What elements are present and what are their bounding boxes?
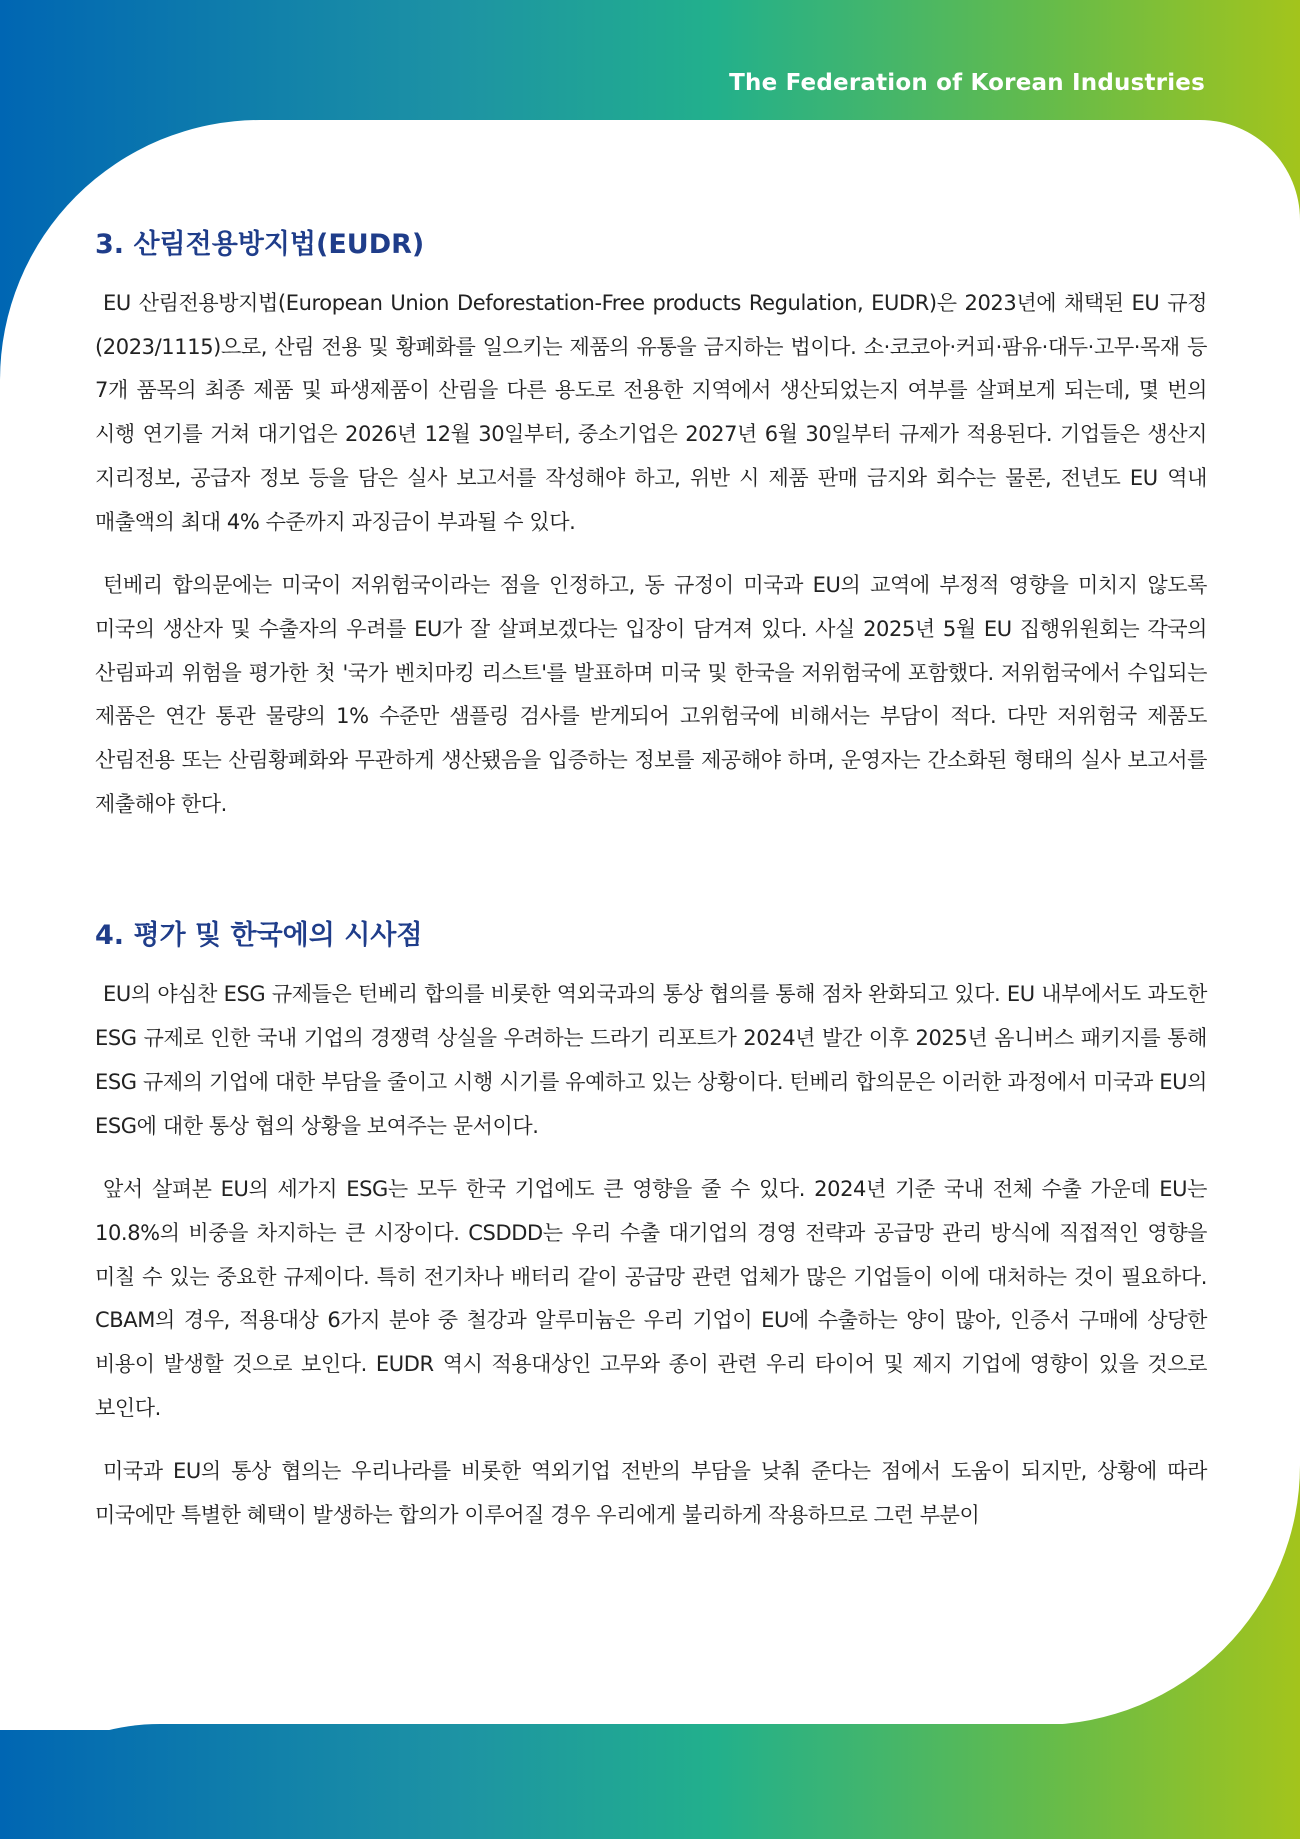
section-eudr-paragraph-1: EU 산림전용방지법(European Union Deforestation-Free products Regulation, EUDR)은 2023년에 채택된 EU 규정(2023/1115)으로, 산림 전용 및 황폐화를 일으키는 제품의 유통을 금지하는 법이다. 소·코코아·커피·팜유·대두·고무·목재 등 7개 품목의 최종 제품 및 파생제품이 산림을 다른 용도로 전용한 지역에서 생산되었는지 여부를 살펴보게 되는데, 몇 번의 시행 연기를 거쳐 대기업은 2026년 12월 30일부터, 중소기업은 2027년 6월 30일부터 규제가 적용된다. 기업들은 생산지 지리정보, 공급자 정보 등을 담은 실사 보고서를 작성해야 하고, 위반 시 제품 판매 금지와 회수는 물론, 전년도 EU 역내 매출액의 최대 4% 수준까지 과징금이 부과될 수 있다. — [95, 291, 1207, 534]
section-implications-paragraph-1: EU의 야심찬 ESG 규제들은 턴베리 합의를 비롯한 역외국과의 통상 협의를 통해 점차 완화되고 있다. EU 내부에서도 과도한 ESG 규제로 인한 국내 기업의 경쟁력 상실을 우려하는 드라기 리포트가 2024년 발간 이후 2025년 옴니버스 패키지를 통해 ESG 규제의 기업에 대한 부담을 줄이고 시행 시기를 유예하고 있는 상황이다. 턴베리 합의문은 이러한 과정에서 미국과 EU의 ESG에 대한 통상 협의 상황을 보여주는 문서이다. — [95, 982, 1207, 1138]
section-heading-implications: 4. 평가 및 한국에의 시사점 — [95, 920, 423, 952]
footer-gradient-band — [0, 1724, 1300, 1839]
section-implications-paragraph-3: 미국과 EU의 통상 협의는 우리나라를 비롯한 역외기업 전반의 부담을 낮춰 준다는 점에서 도움이 되지만, 상황에 따라 미국에만 특별한 혜택이 발생하는 합의가 이루어질 경우 우리에게 불리하게 작용하므로 그런 부분이 — [95, 1459, 1207, 1528]
document-body — [95, 225, 1207, 1558]
section-implications-paragraph-2: 앞서 살펴본 EU의 세가지 ESG는 모두 한국 기업에도 큰 영향을 줄 수 있다. 2024년 기준 국내 전체 수출 가운데 EU는 10.8%의 비중을 차지하는 큰 시장이다. CSDDD는 우리 수출 대기업의 경영 전략과 공급망 관리 방식에 직접적인 영향을 미칠 수 있는 중요한 규제이다. 특히 전기차나 배터리 같이 공급망 관련 업체가 많은 기업들이 이에 대처하는 것이 필요하다. CBAM의 경우, 적용대상 6가지 분야 중 철강과 알루미늄은 우리 기업이 EU에 수출하는 양이 많아, 인증서 구매에 상당한 비용이 발생할 것으로 보인다. EUDR 역시 적용대상인 고무와 종이 관련 우리 타이어 및 제지 기업에 영향이 있을 것으로 보인다. — [95, 1177, 1207, 1420]
content-panel-bottom — [0, 1580, 300, 1730]
section-eudr-paragraph-2: 턴베리 합의문에는 미국이 저위험국이라는 점을 인정하고, 동 규정이 미국과 EU의 교역에 부정적 영향을 미치지 않도록 미국의 생산자 및 수출자의 우려를 EU가 잘 살펴보겠다는 입장이 담겨져 있다. 사실 2025년 5월 EU 집행위원회는 각국의 산림파괴 위험을 평가한 첫 '국가 벤치마킹 리스트'를 발표하며 미국 및 한국을 저위험국에 포함했다. 저위험국에서 수입되는 제품은 연간 통관 물량의 1% 수준만 샘플링 검사를 받게되어 고위험국에 비해서는 부담이 적다. 다만 저위험국 제품도 산림전용 또는 산림황폐화와 무관하게 생산됐음을 입증하는 정보를 제공해야 하며, 운영자는 간소화된 형태의 실사 보고서를 제출해야 한다. — [95, 573, 1207, 816]
header-organization-name: The Federation of Korean Industries — [729, 70, 1205, 96]
section-heading-eudr: 3. 산림전용방지법(EUDR) — [95, 229, 425, 260]
